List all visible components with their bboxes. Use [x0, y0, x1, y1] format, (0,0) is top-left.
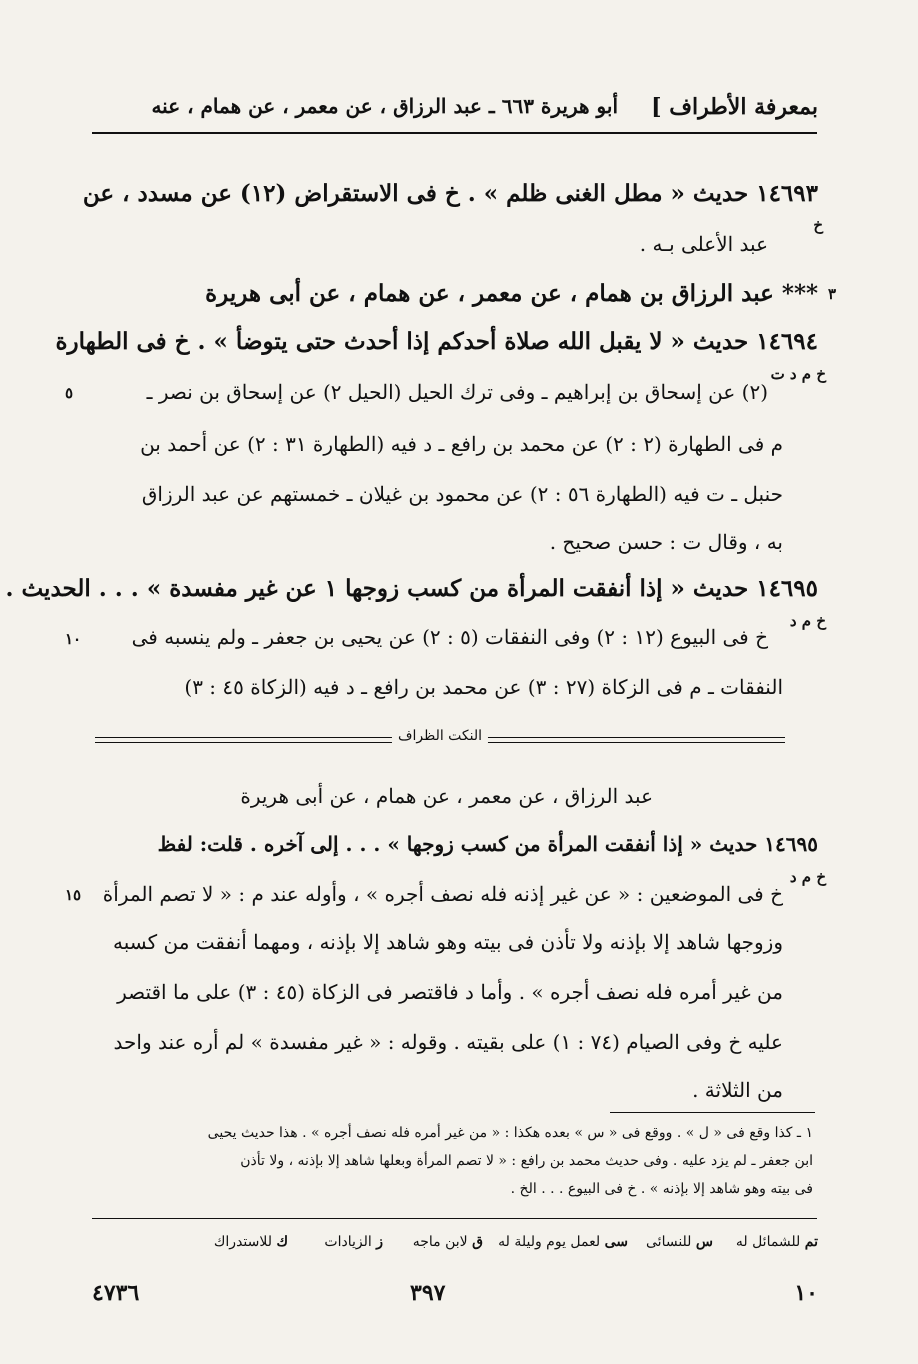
section-label: النكت الظراف [392, 728, 488, 744]
entry-14694-line-3: م فى الطهارة (٢ : ٢) عن محمد بن رافع ـ د فيه (الطهارة ٣١ : ٢) عن أحمد بن [140, 432, 783, 456]
entry-14694-line-5: به ، وقال ت : حسن صحيح . [549, 530, 783, 554]
nukat-line-3: وزوجها شاهد إلا بإذنه ولا تأذن فى بيته وهو شاهد إلا بإذنه ، ومهما أنفقت من كسبه [113, 930, 783, 954]
header-title: بمعرفة الأطراف ] [651, 94, 818, 120]
footnote-separator [610, 1112, 815, 1113]
nukat-line-6: من الثلاثة . [692, 1078, 783, 1102]
section-divider [95, 728, 785, 748]
entry-14694-line-2: (٢) عن إسحاق بن إبراهيم ـ وفى ترك الحيل (الحيل ٢) عن إسحاق بن نصر ـ [146, 380, 768, 404]
footnote-line-3: فى بيته وهو شاهد إلا بإذنه » . خ فى البيوع . . . الخ . [510, 1181, 813, 1197]
margin-line-number: ١٥ [65, 886, 82, 904]
entry-14694-line-4: حنبل ـ ت فيه (الطهارة ٥٦ : ٢) عن محمود بن غيلان ـ خمستهم عن عبد الرزاق [141, 482, 783, 506]
entry-14693-cont: عبد الأعلى بـه . [639, 232, 768, 256]
nukat-line-1: ١٤٦٩٥ حديث « إذا أنفقت المرأة من كسب زوجها » . . . إلى آخره . قلت: لفظ [157, 832, 818, 856]
chain-heading: *** عبد الرزاق بن همام ، عن معمر ، عن همام ، عن أبى هريرة [205, 280, 818, 307]
nukat-sigla: خ م د [789, 868, 826, 886]
margin-line-number: ٣ [828, 285, 837, 303]
legend-item: تم للشمائل له [735, 1234, 818, 1250]
legend-item: سى لعمل يوم وليلة له [498, 1234, 628, 1250]
nukat-line-5: عليه خ وفى الصيام (٧٤ : ١) على بقيته . وقوله : « غير مفسدة » لم أره عند واحد [113, 1030, 783, 1054]
margin-line-number: ٥ [65, 384, 74, 402]
nukat-line-4: من غير أمره فله نصف أجره » . وأما د فاقتصر فى الزكاة (٤٥ : ٣) على ما اقتصر [117, 980, 783, 1004]
legend-item: ق لابن ماجه [412, 1234, 483, 1250]
footnote-line-2: ابن جعفر ـ لم يزد عليه . وفى حديث محمد بن رافع : « لا تصم المرأة وبعلها شاهد إلا بإذنه ، ولا تأذن [240, 1153, 813, 1169]
page-number: ٣٩٧ [410, 1280, 446, 1306]
footer-left-number: ٤٧٣٦ [92, 1280, 140, 1306]
legend-rule [92, 1218, 817, 1219]
entry-14695: ١٤٦٩٥ حديث « إذا أنفقت المرأة من كسب زوجها ١ عن غير مفسدة » . . . الحديث . [5, 575, 818, 602]
margin-line-number: ١٠ [65, 630, 82, 648]
entry-14695-sigla: خ م د [789, 612, 826, 630]
legend-item: ز الزيادات [324, 1234, 383, 1250]
nukat-chain: عبد الرزاق ، عن معمر ، عن همام ، عن أبى هريرة [240, 784, 653, 808]
entry-14695-line-2: خ فى البيوع (١٢ : ٢) وفى النفقات (٥ : ٢) عن يحيى بن جعفر ـ ولم ينسبه فى [131, 625, 768, 649]
footer-right-number: ١٠ [794, 1280, 818, 1306]
header-running-title: أبو هريرة ٦٦٣ ـ عبد الرزاق ، عن معمر ، عن همام ، عنه [151, 94, 618, 118]
header-rule [92, 132, 817, 134]
entry-14693: ١٤٦٩٣ حديث « مطل الغنى ظلم » . خ فى الاستقراض (١٢) عن مسدد ، عن [82, 180, 818, 207]
legend-item: س للنسائى [646, 1234, 713, 1250]
entry-14694-sigla: خ م د ت [770, 365, 826, 383]
nukat-line-2: خ فى الموضعين : « عن غير إذنه فله نصف أجره » ، وأوله عند م : « لا تصم المرأة [102, 882, 783, 906]
entry-14695-line-3: النفقات ـ م فى الزكاة (٢٧ : ٣) عن محمد بن رافع ـ د فيه (الزكاة ٤٥ : ٣) [184, 675, 783, 699]
entry-14693-sigla: خ [813, 216, 823, 234]
footnote-line-1: ١ ـ كذا وقع فى « ل » . ووقع فى « س » بعده هكذا : « من غير أمره فله نصف أجره » . هذا حديث يحيى [207, 1125, 813, 1141]
legend-item: ك للاستدراك [213, 1234, 288, 1250]
entry-14694: ١٤٦٩٤ حديث « لا يقبل الله صلاة أحدكم إذا أحدث حتى يتوضأ » . خ فى الطهارة [55, 328, 818, 355]
